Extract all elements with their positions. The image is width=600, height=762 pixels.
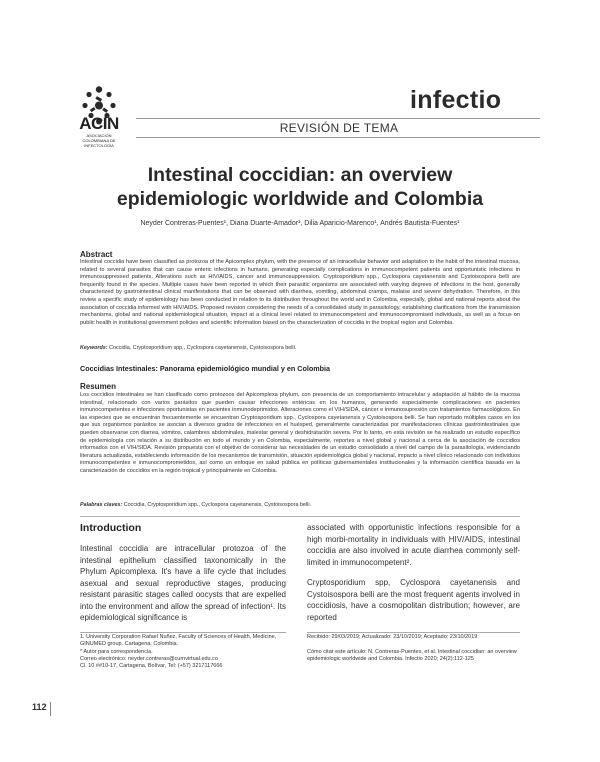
abstract-text: Intestinal coccidia have been classified as protozoa of the Apicomplex phylum, with the presence of an intracellular behavior and adaptation to the habit of the intestinal mucosa, related to several parasites that can cause enteric infections in humans, generating especially complications in immunocompetent patients and opportunistic infections in immunosuppressed patients. Alterations such as HIV/AIDS, cancer and immunosuppression. Cryptosporidium spp., Cyclospora cayetanensis and Cystoisospora belli are frequently found in the species. Multiple cases have been reported in which their parasitic organisms are associated with varying degrees of infections in the host, generally characterized by gastrointestinal clinical manifestations that can be observed with diarrhea, vomiting, abdominal cramps, malaise and severe dehydration. Therefore, in this review a specific study of epidemiology has been conducted in relation to its distribution throughout the world and in Colombia, especially, global and national reports about the association of coccidia informed with HIV/AIDS. Proposed revision considering the needs of a consolidated study in parasitology, establishing clarifications from the transmission mechanisms, global and national epidemiological situation, impact at a clinical level related to immunocompetent and immunocompromised individuals, as well as a focus on public health in institutional government policies and scientific information based on the characterization of coccidia in the tropical region and Colombia. xyxy=(80,259,520,326)
acin-logo-text: ACIN xyxy=(79,114,119,133)
palabras-claves xyxy=(80,502,520,510)
introduction-col2-para1: associated with opportunistic infections responsible for a high morbi-mortality in individuals with HIV/AIDS, intestinal coccidia are also involved in acute diarrhea commonly self-limited in immunocompetent². xyxy=(307,523,520,567)
citation-note: Cómo citar este artículo: N. Contreras-Puentes, et al. Intestinal coccidian: an overview epidemiologic worldwide and Colombia. Infectio 2020; 24(2):112-125 xyxy=(307,649,517,663)
email-note: Correo electrónico: neyder.contreras@curnvirtual.edu.co xyxy=(80,655,218,662)
introduction-col1: Intestinal coccidia are intracellular protozoa of the intestinal epithelium classified taxonomically in the Phylum Apicomplexa. It's have a life cycle that includes asexual and sexual reproductive stages, producing resistant parasitic stages called oocysts that are expelled into the environment and allow the spread of infection¹. Its epidemiological significance is xyxy=(80,544,286,622)
spanish-title: Coccidias Intestinales: Panorama epidemiológico mundial y en Colombia xyxy=(80,364,331,373)
section-rule xyxy=(80,516,520,517)
resumen-text: Los coccidios intestinales se han clasificado como protozoos del Apicomplexa phylum, con presencia de un comportamiento intracelular y adaptación al hábito de la mucosa intestinal, relacionado con varios parásitos que pueden causar infecciones entéricas en los humanos, generando especialmente complicaciones en pacientes inmunocompetentes e infecciones oportunistas en pacientes inmunodeprimidos. Alteraciones como el VIH/SIDA, cáncer e inmunosupresión con tratamientos farmacológicos. En las especies que se encuentran frecuentemente se encuentran Cryptosporidium spp., Cyclospora cayetanensis y Cystoisospora belli. Se han reportado múltiples casos en los que sus organismos parásitos se asocian a diversos grados de infecciones en el huésped, generalmente caracterizadas por manifestaciones clínicas gastrointestinales que pueden observarse con diarrea, vómitos, calambres abdominales, malestar general y deshidratación severa. Por lo tanto, en esta revisión se ha realizado un estudio específico de epidemiología con relación a su distribución en todo el mundo y en Colombia, especialmente, reportes a nivel global y nacional a cerca de la asociación de coccidios informados con el VIH/SIDA. Revisión propuesta con el objetivo de considerar las necesidades de un estudio consolidado a nivel del campo de la parasitología, evidenciando literatura actualizada, estableciendo información de los mecanismos de transmisión, situación epidemiológica global y nacional, impacto a nivel clínico relacionado con individuos inmunocompetentes e inmunocomprometidos, así como un enfoque en salud pública en políticas gubernamentales institucionales y la información científica basada en la caracterización de coccidios en la región tropical y principalmente en Colombia. xyxy=(80,392,520,474)
introduction-col2-para2: Cryptosporidium spp, Cyclospora cayetanensis and Cystoisospora belli are the most frequent agents involved in coccidiosis, have a cosmopolitan distribution; however, are reported xyxy=(307,578,520,622)
footnote-rule-right xyxy=(307,632,520,633)
palabras-list: Coccidia, Cryptosporidium spp., Cyclospora cayetanensis, Cystoisospora belli. xyxy=(123,502,312,508)
resumen-heading: Resumen xyxy=(80,382,117,391)
page-number: 112 xyxy=(32,702,47,712)
journal-logo xyxy=(410,86,501,115)
address-note: Cl. 10 ##10-17, Cartagena, Bolívar, Tel: (+57) 3217117666 xyxy=(80,663,223,670)
article-dates: Recibido: 29/03/2019; Actualizado: 23/10/2019; Aceptado: 23/10/2019 xyxy=(307,634,478,640)
keywords-label: Keywords: xyxy=(80,345,108,351)
palabras-label: Palabras claves: xyxy=(80,502,123,508)
acin-logo-subtitle: ASOCIACIÓN COLOMBIANA DE INFECTOLOGÍA xyxy=(82,133,116,148)
section-divider-bottom xyxy=(136,137,540,138)
abstract-heading: Abstract xyxy=(80,250,113,259)
section-label: REVISIÓN DE TEMA xyxy=(279,121,399,135)
introduction-heading: Introduction xyxy=(80,522,142,534)
keywords xyxy=(80,345,520,353)
keywords-list: Coccidia, Cryptosporidium spp., Cyclospora cayetanensis, Cystoisospora belli. xyxy=(109,345,297,351)
page-number-rule xyxy=(50,702,51,716)
affiliation-note: 1. University Corporation Rafael Nuñez, Faculty of Sciences of Health, Medicine, GINUMED group. Cartagena, Colombia. xyxy=(80,634,277,648)
article-authors: Neyder Contreras-Puentes¹, Diana Duarte-Amador¹, Dilia Aparicio-Marenco¹, Andrés Bautista-Fuentes¹ xyxy=(140,220,460,227)
section-divider-top xyxy=(136,118,540,119)
article-title: Intestinal coccidian: an overview epidemiologic worldwide and Colombia xyxy=(116,164,484,210)
journal-logo-text: infectio xyxy=(410,86,502,114)
correspondence-note: * Autor para correspondencia. xyxy=(80,648,153,655)
footnote-rule-left xyxy=(80,632,286,633)
footnotes-left xyxy=(80,634,286,670)
